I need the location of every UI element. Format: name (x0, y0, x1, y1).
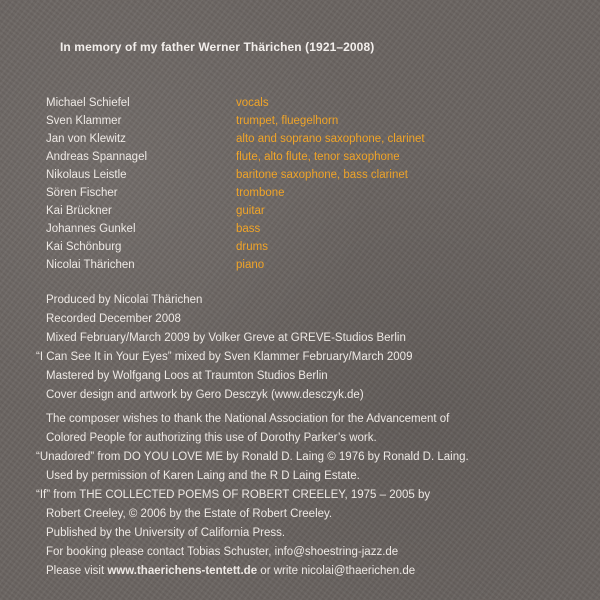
ack-line: Robert Creeley, © 2006 by the Estate of Robert Creeley. (46, 508, 333, 520)
musician-name: Kai Schönburg (46, 241, 122, 253)
personnel-row (46, 256, 566, 274)
musician-name: Nikolaus Leistle (46, 169, 127, 181)
musician-instrument: vocals (236, 97, 269, 109)
personnel-row (46, 112, 566, 130)
personnel-row (46, 238, 566, 256)
musician-name: Nicolai Thärichen (46, 259, 135, 271)
musician-instrument: bass (236, 223, 261, 235)
credit-line: Recorded December 2008 (46, 313, 181, 325)
acknowledgements (36, 410, 586, 581)
ack-line: Colored People for authorizing this use of Dorothy Parker’s work. (46, 432, 377, 444)
musician-instrument: trumpet, fluegelhorn (236, 115, 339, 127)
musician-name: Sören Fischer (46, 187, 118, 199)
website-link[interactable]: www.thaerichens-tentett.de (107, 565, 258, 577)
credit-line: “I Can See It in Your Eyes” mixed by Sven Klammer February/March 2009 (36, 351, 413, 363)
credit-line: Mastered by Wolfgang Loos at Traumton Studios Berlin (46, 370, 328, 382)
visit-suffix: or write nicolai@thaerichen.de (257, 565, 416, 577)
dedication-heading: In memory of my father Werner Thärichen (1921–2008) (60, 40, 375, 54)
musician-name: Johannes Gunkel (46, 223, 136, 235)
personnel-row (46, 184, 566, 202)
personnel-row (46, 220, 566, 238)
musician-instrument: alto and soprano saxophone, clarinet (236, 133, 425, 145)
musician-name: Sven Klammer (46, 115, 122, 127)
musician-instrument: trombone (236, 187, 285, 199)
ack-line: The composer wishes to thank the National Association for the Advancement of (46, 413, 450, 425)
musician-name: Andreas Spannagel (46, 151, 148, 163)
musician-name: Michael Schiefel (46, 97, 130, 109)
musician-instrument: flute, alto flute, tenor saxophone (236, 151, 400, 163)
visit-line (36, 562, 586, 581)
musician-instrument: drums (236, 241, 268, 253)
ack-line: Used by permission of Karen Laing and the R D Laing Estate. (46, 470, 360, 482)
musician-name: Kai Brückner (46, 205, 112, 217)
visit-prefix: Please visit (46, 565, 108, 577)
ack-line: For booking please contact Tobias Schuster, info@shoestring-jazz.de (46, 546, 399, 558)
personnel-list (46, 94, 566, 274)
personnel-row (46, 148, 566, 166)
personnel-row (46, 202, 566, 220)
ack-line: Published by the University of California Press. (46, 527, 286, 539)
musician-instrument: guitar (236, 205, 265, 217)
personnel-row (46, 166, 566, 184)
musician-name: Jan von Klewitz (46, 133, 126, 145)
musician-instrument: piano (236, 259, 265, 271)
ack-line: “If” from THE COLLECTED POEMS OF ROBERT CREELEY, 1975 – 2005 by (36, 489, 431, 501)
credit-line: Cover design and artwork by Gero Desczyk (www.desczyk.de) (46, 389, 364, 401)
credit-line: Produced by Nicolai Thärichen (46, 294, 203, 306)
personnel-row (46, 130, 566, 148)
production-credits (36, 291, 576, 405)
personnel-row (46, 94, 566, 112)
musician-instrument: baritone saxophone, bass clarinet (236, 169, 408, 181)
ack-line: “Unadored” from DO YOU LOVE ME by Ronald D. Laing © 1976 by Ronald D. Laing. (36, 451, 469, 463)
credit-line: Mixed February/March 2009 by Volker Greve at GREVE-Studios Berlin (46, 332, 406, 344)
